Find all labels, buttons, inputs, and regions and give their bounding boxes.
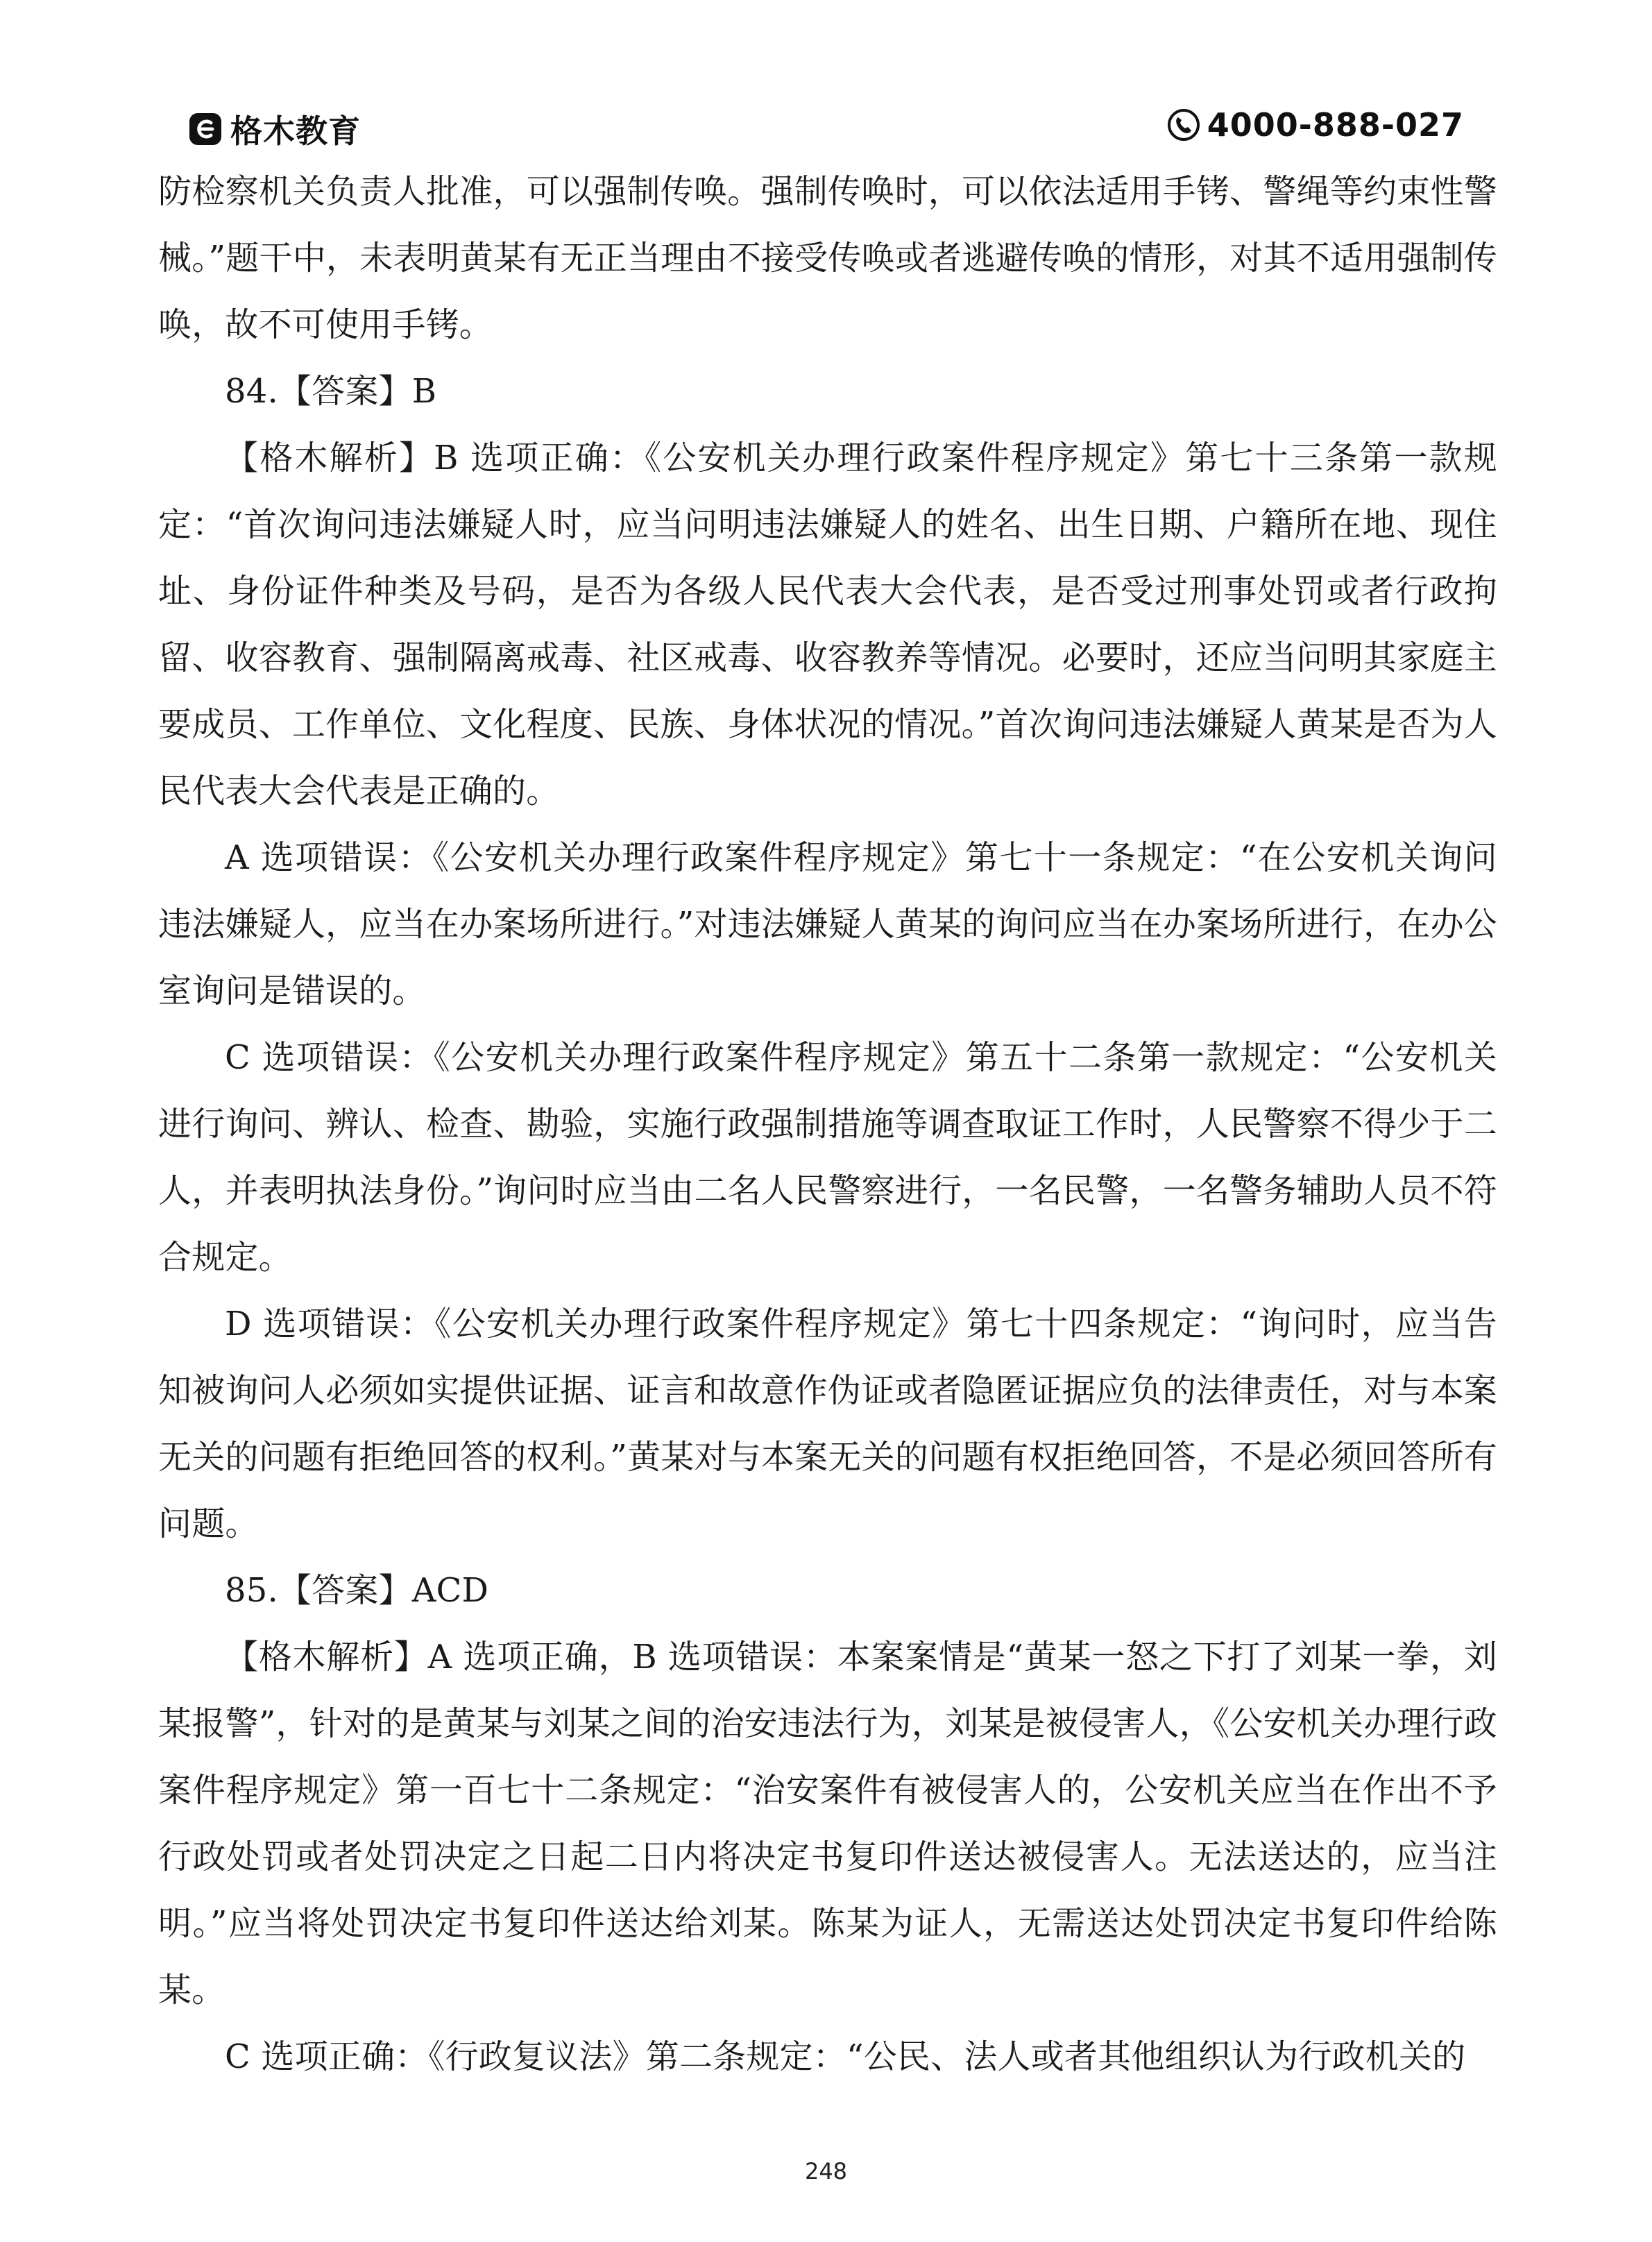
phone-number: 4000-888-027 [1207,106,1464,144]
analysis-84-option-b: 【格木解析】B 选项正确：《公安机关办理行政案件程序规定》第七十三条第一款规定：“首次询问违法嫌疑人时，应当问明违法嫌疑人的姓名、出生日期、户籍所在地、现住址、身份证件种类及号码，是否为各级人民代表大会代表，是否受过刑事处罚或者行政拘留、收容教育、强制隔离戒毒、社区戒毒、收容教养等情况。必要时，还应当问明其家庭主要成员、工作单位、文化程度、民族、身体状况的情况。”首次询问违法嫌疑人黄某是否为人民代表大会代表是正确的。 [158,439,1497,810]
page-header [187,101,1464,153]
phone-icon [1166,107,1202,143]
answer-84: 84.【答案】B [225,372,437,411]
document-body [158,158,1497,2090]
hotline [1166,106,1464,144]
page-number: 248 [804,2158,848,2184]
analysis-84-option-d: D 选项错误：《公安机关办理行政案件程序规定》第七十四条规定：“询问时，应当告知被询问人必须如实提供证据、证言和故意作伪证或者隐匿证据应负的法律责任，对与本案无关的问题有拒绝回答的权利。”黄某对与本案无关的问题有权拒绝回答，不是必须回答所有问题。 [158,1305,1497,1543]
paragraph-continuation: 防检察机关负责人批准，可以强制传唤。强制传唤时，可以依法适用手铐、警绳等约束性警械。”题干中，未表明黄某有无正当理由不接受传唤或者逃避传唤的情形，对其不适用强制传唤，故不可使用手铐。 [158,172,1497,344]
gemu-logo-icon [187,111,223,147]
analysis-84-option-a: A 选项错误：《公安机关办理行政案件程序规定》第七十一条规定：“在公安机关询问违法嫌疑人，应当在办案场所进行。”对违法嫌疑人黄某的询问应当在办案场所进行，在办公室询问是错误的。 [158,838,1497,1010]
answer-85: 85.【答案】ACD [225,1571,489,1610]
analysis-85-option-a-b: 【格木解析】A 选项正确，B 选项错误：本案案情是“黄某一怒之下打了刘某一拳，刘某报警”，针对的是黄某与刘某之间的治安违法行为，刘某是被侵害人，《公安机关办理行政案件程序规定》第一百七十二条规定：“治安案件有被侵害人的，公安机关应当在作出不予行政处罚或者处罚决定之日起二日内将决定书复印件送达被侵害人。无法送达的，应当注明。”应当将处罚决定书复印件送达给刘某。陈某为证人，无需送达处罚决定书复印件给陈某。 [158,1638,1497,2010]
analysis-85-option-c: C 选项正确：《行政复议法》第二条规定：“公民、法人或者其他组织认为行政机关的 [225,2037,1466,2076]
analysis-84-option-c: C 选项错误：《公安机关办理行政案件程序规定》第五十二条第一款规定：“公安机关进行询问、辨认、检查、勘验，实施行政强制措施等调查取证工作时，人民警察不得少于二人，并表明执法身份。”询问时应当由二名人民警察进行，一名民警，一名警务辅助人员不符合规定。 [158,1038,1497,1277]
brand [187,106,361,152]
brand-name: 格木教育 [230,112,361,150]
